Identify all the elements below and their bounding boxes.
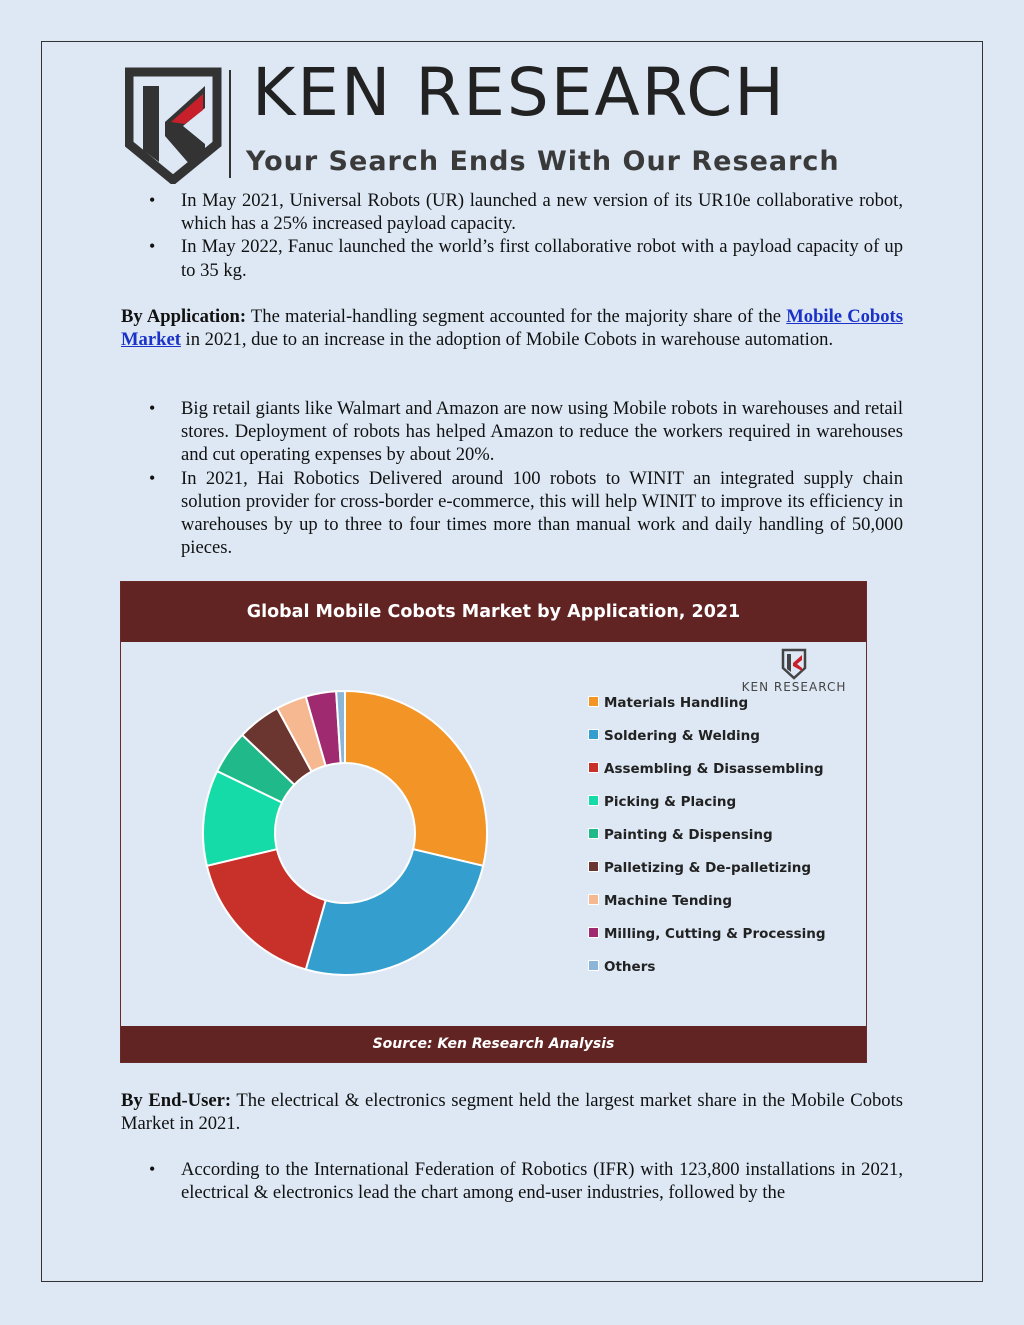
legend-item — [588, 827, 826, 860]
chart-source: Source: Ken Research Analysis — [121, 1026, 866, 1062]
legend-item — [588, 794, 826, 827]
application-heading: By Application: — [121, 306, 247, 327]
chart-logo-shield-icon — [724, 648, 864, 680]
list-item: • In May 2021, Universal Robots (UR) launched a new version of its UR10e collaborative robot, which has a 25% increased payload capacity. — [121, 189, 903, 235]
legend-label: Painting & Dispensing — [604, 827, 773, 843]
list-item: • According to the International Federation of Robotics (IFR) with 123,800 installations in 2021, electrical & electronics lead the chart among end-user industries, followed by the — [121, 1158, 903, 1204]
application-section — [121, 305, 903, 351]
legend-label: Palletizing & De-palletizing — [604, 860, 812, 876]
end-user-section — [121, 1089, 903, 1135]
list-item: • In May 2022, Fanuc launched the world’s first collaborative robot with a payload capacity of up to 35 kg. — [121, 235, 903, 281]
application-text-after: in 2021, due to an increase in the adoption of Mobile Cobots in warehouse automation. — [180, 329, 834, 351]
legend-item — [588, 695, 826, 728]
legend-item — [588, 761, 826, 794]
legend-swatch — [588, 762, 599, 773]
chart-logo-text: KEN RESEARCH — [741, 680, 847, 694]
logo-shield-icon — [125, 66, 225, 184]
legend-item — [588, 728, 826, 761]
legend-swatch — [588, 828, 599, 839]
logo-brand-name: KEN RESEARCH — [252, 54, 786, 131]
end-user-text: The electrical & electronics segment held the largest market share in the Mobile Cobots Market in 2021. — [121, 1090, 903, 1135]
list-item: • In 2021, Hai Robotics Delivered around 100 robots to WINIT an integrated supply chain solution provider for cross-border e-commerce, this will help WINIT to improve its efficiency in warehouses by up to three to four times more than manual work and daily handling of 50,000 pieces. — [121, 467, 903, 560]
donut-slice-1 — [306, 849, 483, 975]
legend-label: Materials Handling — [604, 695, 749, 711]
legend-label: Assembling & Disassembling — [604, 761, 824, 777]
legend-swatch — [588, 894, 599, 905]
list-item: • Big retail giants like Walmart and Amazon are now using Mobile robots in warehouses and retail stores. Deployment of robots has helped Amazon to reduce the workers required in warehouses and cut operating expenses by about 20%. — [121, 397, 903, 467]
legend-swatch — [588, 861, 599, 872]
intro-section — [121, 189, 903, 282]
end-user-heading: By End-User: — [121, 1090, 232, 1111]
end-user-bullets — [121, 1158, 903, 1204]
donut-slice-2 — [207, 849, 326, 969]
legend-item — [588, 893, 826, 926]
legend-item — [588, 860, 826, 893]
mobile-cobots-market-link[interactable]: Mobile Cobots Market — [121, 306, 903, 351]
legend-item — [588, 959, 826, 992]
legend-swatch — [588, 927, 599, 938]
donut-slice-0 — [345, 691, 487, 866]
chart-title: Global Mobile Cobots Market by Application, 2021 — [121, 582, 866, 642]
chart-legend — [588, 695, 826, 992]
logo-tagline: Your Search Ends With Our Research — [246, 146, 840, 177]
logo-divider — [229, 70, 231, 178]
legend-swatch — [588, 729, 599, 740]
legend-swatch — [588, 696, 599, 707]
application-bullets — [121, 397, 903, 559]
legend-swatch — [588, 795, 599, 806]
legend-item — [588, 926, 826, 959]
legend-label: Soldering & Welding — [604, 728, 760, 744]
application-chart — [120, 581, 867, 1063]
application-paragraph — [121, 305, 903, 351]
chart-logo — [724, 648, 864, 696]
legend-label: Picking & Placing — [604, 794, 737, 810]
application-text-before: The material-handling segment accounted for the majority share of the — [246, 306, 787, 327]
legend-label: Milling, Cutting & Processing — [604, 926, 826, 942]
legend-swatch — [588, 960, 599, 971]
legend-label: Others — [604, 959, 656, 975]
legend-label: Machine Tending — [604, 893, 732, 909]
end-user-paragraph — [121, 1089, 903, 1135]
